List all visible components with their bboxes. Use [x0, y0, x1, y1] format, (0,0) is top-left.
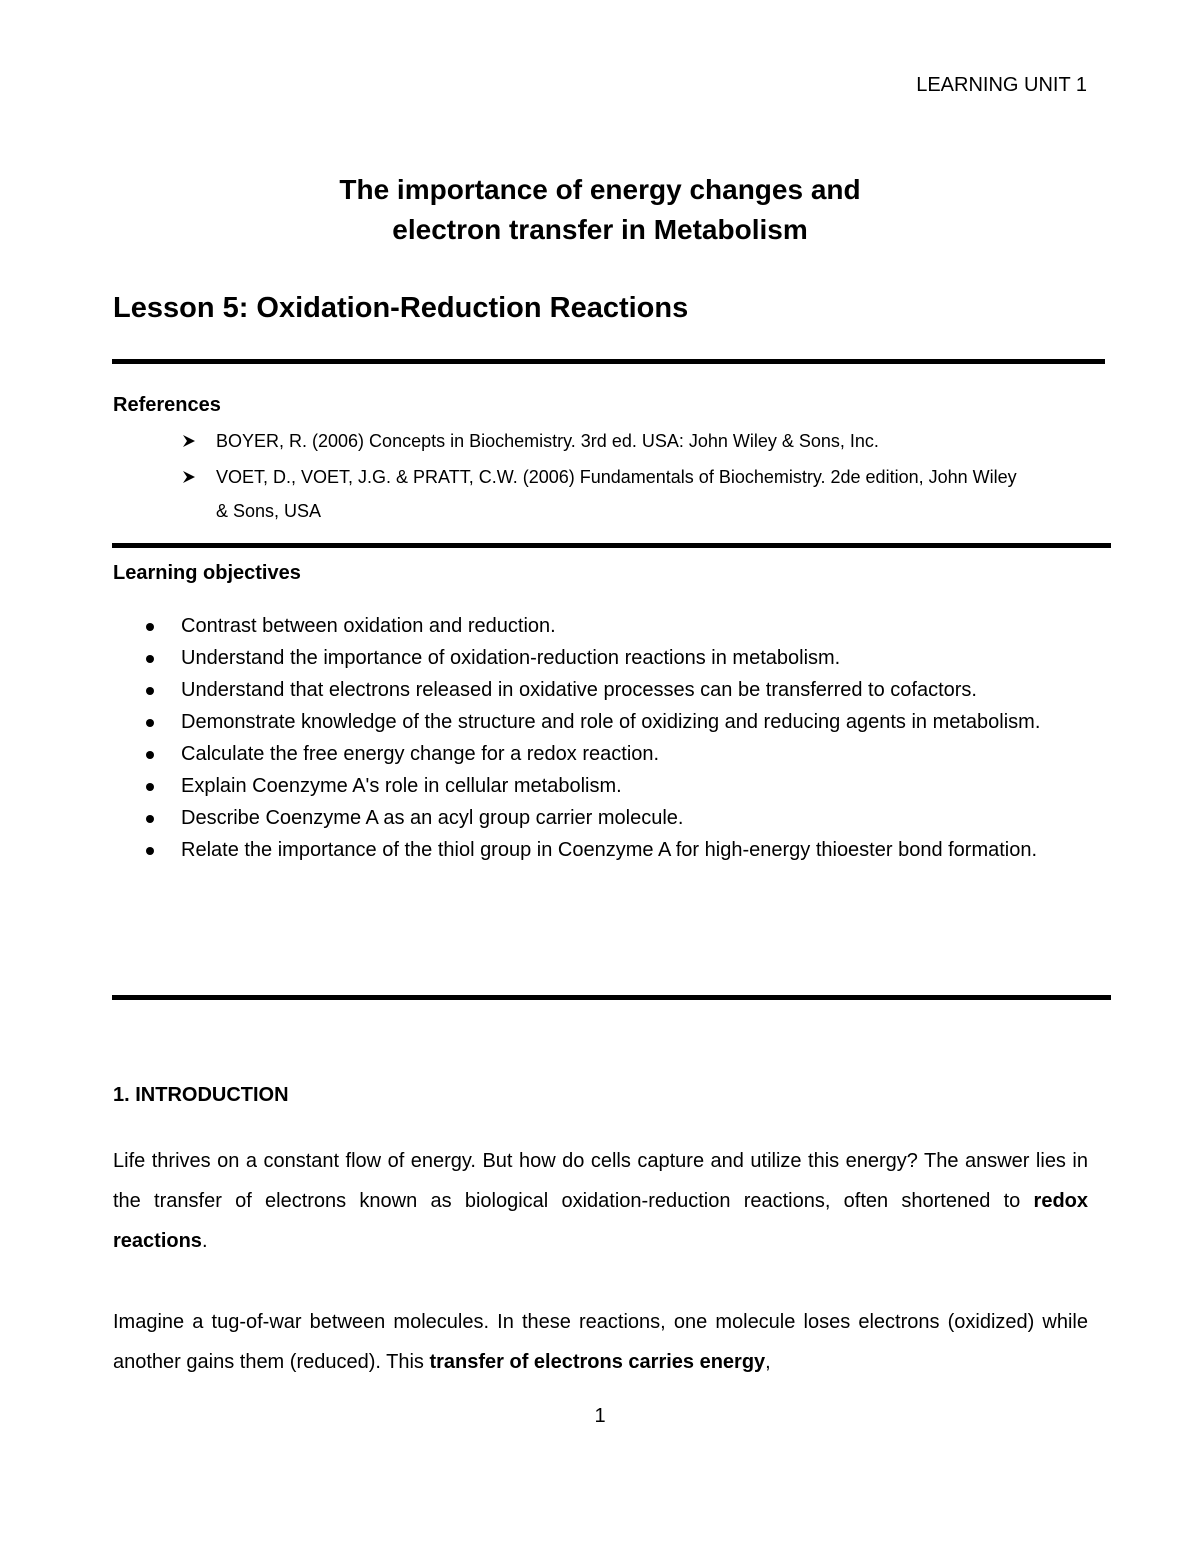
- title-line-1: The importance of energy changes and: [339, 174, 861, 205]
- section-divider: [112, 543, 1111, 548]
- section-divider: [112, 995, 1111, 1000]
- emphasis-text: transfer of electrons carries energy: [429, 1351, 766, 1373]
- objective-text: Understand that electrons released in oxidative processes can be transferred to cofactors.: [181, 679, 977, 701]
- list-item: [146, 674, 1087, 706]
- list-item: [146, 610, 1087, 642]
- round-bullet-icon: [146, 719, 154, 727]
- objective-text: Relate the importance of the thiol group in Coenzyme A for high-energy thioester bond formation.: [181, 839, 1038, 861]
- reference-item: [185, 424, 879, 458]
- objectives-list: [146, 610, 1087, 866]
- intro-paragraph-1: Life thrives on a constant flow of energy. But how do cells capture and utilize this energy? The answer lies in the transfer of electrons known as biological oxidation-reduction reactions, often shortened to redox reactions.: [113, 1150, 1088, 1252]
- list-item: [146, 802, 1087, 834]
- document-title: [0, 170, 1200, 250]
- list-item: [146, 706, 1087, 738]
- reference-text: VOET, D., VOET, J.G. & PRATT, C.W. (2006) Fundamentals of Biochemistry. 2de edition, John Wiley: [216, 467, 1017, 487]
- round-bullet-icon: [146, 783, 154, 791]
- list-item: [146, 642, 1087, 674]
- round-bullet-icon: [146, 655, 154, 663]
- round-bullet-icon: [146, 687, 154, 695]
- arrow-bullet-icon: [182, 460, 196, 505]
- section-divider: [112, 359, 1105, 364]
- list-item: [146, 738, 1087, 770]
- objective-text: Understand the importance of oxidation-reduction reactions in metabolism.: [181, 647, 841, 669]
- objectives-heading: Learning objectives: [113, 562, 301, 584]
- page-number: 1: [594, 1405, 606, 1427]
- round-bullet-icon: [146, 623, 154, 631]
- list-item: [146, 770, 1087, 802]
- objective-text: Calculate the free energy change for a redox reaction.: [181, 743, 660, 765]
- objective-text: Contrast between oxidation and reduction.: [181, 615, 556, 637]
- emphasis-text: redox reactions: [113, 1190, 1088, 1252]
- lesson-title: Lesson 5: Oxidation-Reduction Reactions: [113, 292, 689, 324]
- round-bullet-icon: [146, 751, 154, 759]
- intro-paragraph-2: Imagine a tug-of-war between molecules. In these reactions, one molecule loses electrons (oxidized) while another gains them (reduced). This transfer of electrons carries energy,: [113, 1311, 1088, 1373]
- reference-text-continued: & Sons, USA: [216, 501, 322, 521]
- list-item: [146, 834, 1087, 866]
- references-heading: References: [113, 394, 221, 416]
- introduction-heading: 1. INTRODUCTION: [113, 1084, 289, 1106]
- round-bullet-icon: [146, 815, 154, 823]
- objective-text: Demonstrate knowledge of the structure and role of oxidizing and reducing agents in metabolism.: [181, 711, 1041, 733]
- title-line-2: electron transfer in Metabolism: [392, 214, 808, 245]
- objective-text: Describe Coenzyme A as an acyl group carrier molecule.: [181, 807, 684, 829]
- round-bullet-icon: [146, 847, 154, 855]
- running-header: LEARNING UNIT 1: [916, 74, 1087, 96]
- reference-item: [185, 460, 1017, 528]
- objective-text: Explain Coenzyme A's role in cellular metabolism.: [181, 775, 622, 797]
- reference-text: BOYER, R. (2006) Concepts in Biochemistry. 3rd ed. USA: John Wiley & Sons, Inc.: [216, 431, 879, 451]
